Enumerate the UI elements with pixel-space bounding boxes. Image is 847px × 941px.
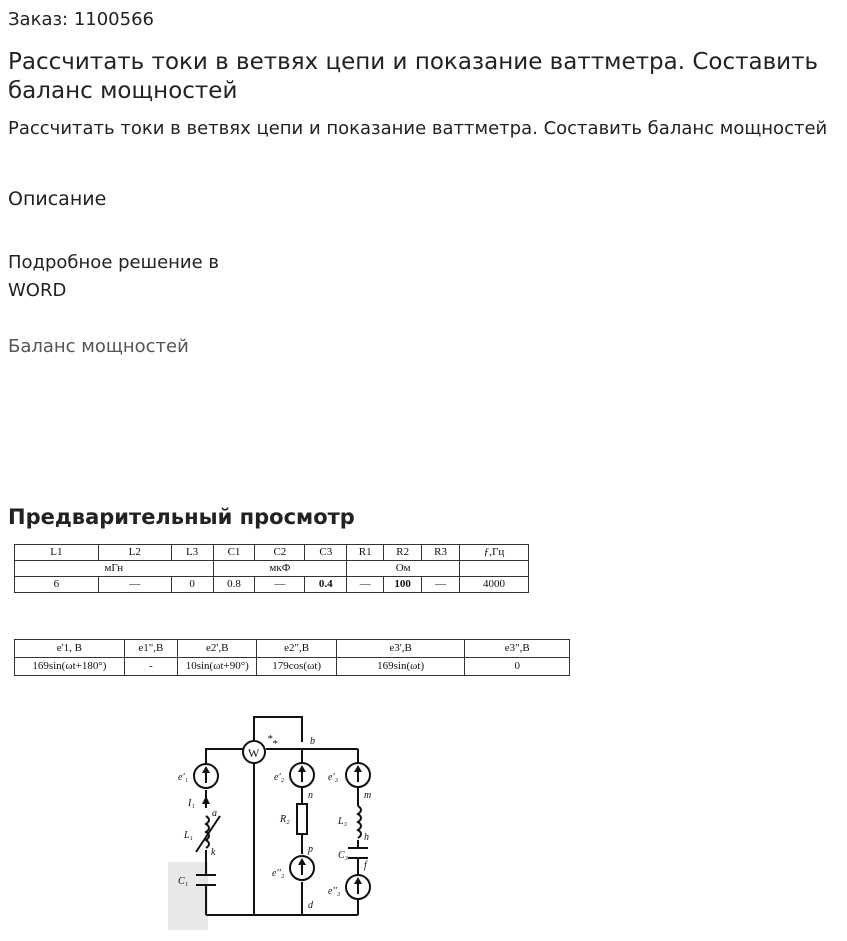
table-cell: 169sin(ωt): [336, 658, 465, 676]
label-e3-prime: e'₃: [328, 772, 339, 783]
table-header-cell: C3: [305, 545, 347, 561]
label-node-n: n: [308, 790, 313, 801]
label-node-h: h: [364, 832, 369, 843]
emf-table: [14, 639, 570, 676]
label-e1-prime: e'₁: [178, 772, 189, 783]
page-title: Рассчитать токи в ветвях цепи и показание ваттметра. Составить баланс мощностей: [8, 49, 819, 104]
table-header-cell: C1: [213, 545, 255, 561]
table-unit-cell: Ом: [347, 561, 460, 577]
table-row: [15, 658, 570, 676]
label-r2: R₂: [280, 814, 290, 825]
description-heading: Описание: [8, 188, 107, 210]
table-cell: 0.4: [305, 577, 347, 593]
label-node-d: d: [308, 900, 313, 911]
label-e2-double-prime: e''₂: [272, 868, 285, 879]
table-cell: 0: [171, 577, 213, 593]
label-c3: C₃: [338, 850, 349, 861]
table-cell: —: [98, 577, 171, 593]
label-l1: L₁: [184, 830, 194, 841]
resistor-r2-symbol: [297, 804, 307, 834]
label-node-p: p: [308, 844, 313, 855]
table-header-cell: L1: [15, 545, 99, 561]
table-cell: 6: [15, 577, 99, 593]
table-row: [15, 577, 529, 593]
table-cell: 4000: [460, 577, 529, 593]
table-units-row: [15, 561, 529, 577]
wattmeter-star-2: *: [272, 738, 278, 750]
table-cell: 179cos(ωt): [257, 658, 336, 676]
source-e2-double-prime-symbol: [290, 856, 314, 880]
wattmeter-label: W: [248, 746, 260, 760]
table-header-cell: L3: [171, 545, 213, 561]
wattmeter-star-1: *: [267, 733, 273, 745]
label-node-f: f: [364, 860, 367, 871]
table-header-cell: R3: [422, 545, 460, 561]
table-cell: 0: [465, 658, 570, 676]
table-cell: —: [255, 577, 305, 593]
table-cell: 100: [384, 577, 422, 593]
preview-heading: Предварительный просмотр: [8, 505, 355, 529]
order-number: Заказ: 1100566: [8, 9, 154, 30]
table-cell: 10sin(ωt+90°): [178, 658, 257, 676]
table-cell: —: [347, 577, 384, 593]
table-cell: 169sin(ωt+180°): [15, 658, 125, 676]
label-e3-double-prime: e''₃: [328, 886, 341, 897]
table-header-cell: C2: [255, 545, 305, 561]
table-unit-cell: мкФ: [213, 561, 347, 577]
table-header-cell: e2",B: [257, 640, 336, 658]
source-e1-prime-symbol: [194, 764, 218, 788]
table-header-row: [15, 640, 570, 658]
label-c1: C₁: [178, 876, 189, 887]
label-node-b: b: [310, 736, 315, 747]
table-unit-cell: [460, 561, 529, 577]
parameters-table: [14, 544, 529, 593]
source-e3-prime-symbol: [346, 763, 370, 787]
table-header-cell: e3',B: [336, 640, 465, 658]
table-unit-cell: мГн: [15, 561, 214, 577]
table-header-cell: e3",B: [465, 640, 570, 658]
table-header-cell: ƒ,Гц: [460, 545, 529, 561]
table-header-cell: e'1, B: [15, 640, 125, 658]
table-header-row: [15, 545, 529, 561]
table-cell: 0.8: [213, 577, 255, 593]
description-text: Подробное решение в WORD: [8, 252, 220, 301]
table-header-cell: L2: [98, 545, 171, 561]
balance-link[interactable]: Баланс мощностей: [8, 336, 189, 357]
label-node-m: m: [364, 790, 372, 801]
page-subtitle: Рассчитать токи в ветвях цепи и показание ваттметра. Составить баланс мощностей: [8, 118, 828, 139]
wattmeter-symbol: [243, 741, 265, 763]
label-node-a: a: [212, 808, 217, 819]
table-header-cell: e2',B: [178, 640, 257, 658]
table-cell: —: [422, 577, 460, 593]
label-node-k: k: [211, 847, 216, 858]
label-e2-prime: e'₂: [274, 772, 285, 783]
source-e3-double-prime-symbol: [346, 875, 370, 899]
table-header-cell: R2: [384, 545, 422, 561]
table-cell: -: [124, 658, 177, 676]
label-l3: L₃: [338, 816, 348, 827]
circuit-diagram: [168, 712, 380, 930]
label-i1: I₁: [188, 798, 195, 809]
source-e2-prime-symbol: [290, 763, 314, 787]
table-header-cell: R1: [347, 545, 384, 561]
table-header-cell: e1",B: [124, 640, 177, 658]
